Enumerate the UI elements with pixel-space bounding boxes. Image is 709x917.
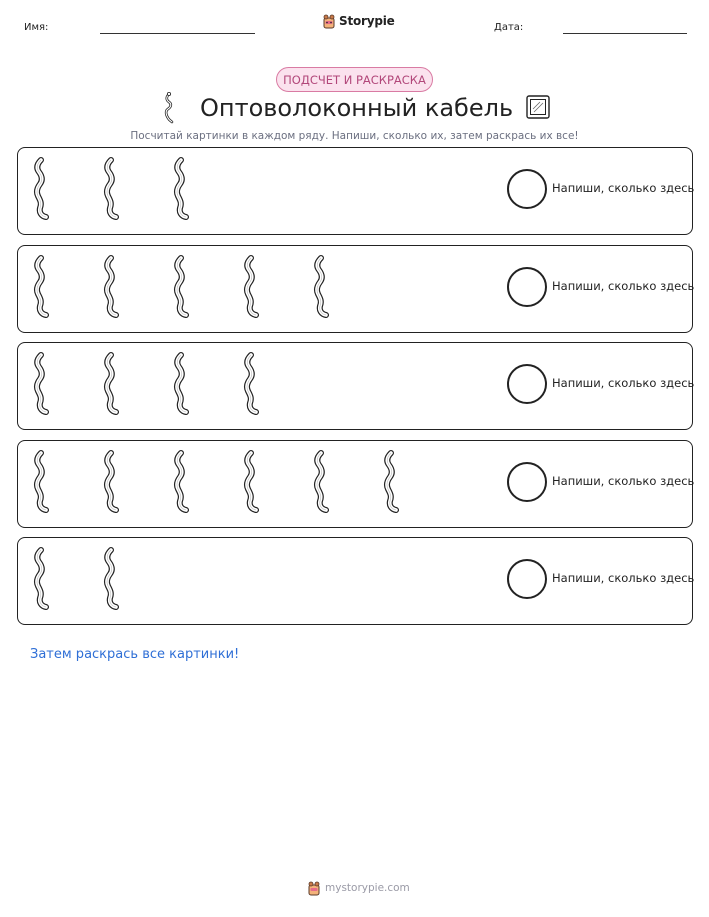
fiber-optic-cable-picture[interactable] bbox=[98, 156, 168, 224]
fiber-optic-cable-picture[interactable] bbox=[28, 546, 98, 614]
fiber-optic-cable-icon bbox=[28, 156, 54, 220]
fiber-optic-cable-picture[interactable] bbox=[28, 254, 98, 322]
fiber-optic-cable-picture[interactable] bbox=[238, 254, 308, 322]
counting-rows bbox=[17, 147, 693, 635]
counting-row bbox=[17, 342, 693, 430]
title-row bbox=[0, 88, 709, 128]
fiber-optic-cable-icon bbox=[28, 351, 54, 415]
row-items bbox=[28, 351, 308, 419]
counting-row bbox=[17, 147, 693, 235]
fiber-optic-cable-picture[interactable] bbox=[168, 156, 238, 224]
fiber-optic-cable-picture[interactable] bbox=[168, 449, 238, 517]
fiber-optic-cable-icon bbox=[168, 449, 194, 513]
fiber-optic-cable-picture[interactable] bbox=[98, 351, 168, 419]
fiber-optic-cable-picture[interactable] bbox=[168, 351, 238, 419]
fiber-optic-cable-icon bbox=[98, 449, 124, 513]
fiber-optic-cable-icon bbox=[238, 449, 264, 513]
counting-row bbox=[17, 537, 693, 625]
instructions: Посчитай картинки в каждом ряду. Напиши, сколько их, затем раскрась их все! bbox=[130, 130, 579, 142]
row-items bbox=[28, 254, 378, 322]
picture-frame-icon bbox=[525, 94, 551, 120]
fiber-optic-cable-icon bbox=[308, 254, 334, 318]
fiber-optic-cable-picture[interactable] bbox=[98, 449, 168, 517]
answer-label: Напиши, сколько здесь bbox=[552, 571, 695, 585]
fiber-optic-cable-picture[interactable] bbox=[308, 254, 378, 322]
name-field[interactable] bbox=[100, 33, 255, 34]
category-badge: ПОДСЧЕТ И РАСКРАСКА bbox=[276, 67, 433, 92]
date-label: Дата: bbox=[494, 22, 524, 33]
fiber-optic-cable-icon bbox=[98, 254, 124, 318]
brand-name: Storypie bbox=[339, 14, 395, 28]
date-field[interactable] bbox=[563, 33, 687, 34]
storypie-logo-icon bbox=[307, 880, 321, 896]
fiber-optic-cable-picture[interactable] bbox=[238, 351, 308, 419]
fiber-optic-cable-icon bbox=[168, 156, 194, 220]
answer-circle[interactable] bbox=[507, 364, 547, 404]
fiber-optic-cable-picture[interactable] bbox=[98, 254, 168, 322]
answer-label: Напиши, сколько здесь bbox=[552, 473, 695, 488]
fiber-optic-cable-icon bbox=[98, 351, 124, 415]
answer-label: Напиши, сколько здесь bbox=[552, 181, 695, 195]
answer-label: Напиши, сколько здесь bbox=[552, 376, 695, 390]
footer-note: Затем раскрась все картинки! bbox=[30, 647, 240, 662]
row-items bbox=[28, 156, 238, 224]
fiber-optic-cable-icon bbox=[378, 449, 404, 513]
brand bbox=[322, 13, 395, 29]
fiber-optic-cable-picture[interactable] bbox=[28, 351, 98, 419]
fiber-optic-cable-icon bbox=[98, 546, 124, 610]
row-items bbox=[28, 449, 448, 517]
fiber-optic-cable-picture[interactable] bbox=[308, 449, 378, 517]
fiber-optic-cable-icon bbox=[159, 91, 179, 125]
fiber-optic-cable-icon bbox=[308, 449, 334, 513]
page-title: Оптоволоконный кабель bbox=[200, 94, 514, 122]
site-url[interactable]: mystorypie.com bbox=[325, 882, 410, 894]
fiber-optic-cable-icon bbox=[28, 449, 54, 513]
site-footer bbox=[307, 880, 410, 896]
fiber-optic-cable-picture[interactable] bbox=[28, 449, 98, 517]
fiber-optic-cable-icon bbox=[238, 254, 264, 318]
answer-circle[interactable] bbox=[507, 267, 547, 307]
fiber-optic-cable-picture[interactable] bbox=[378, 449, 448, 517]
fiber-optic-cable-icon bbox=[168, 351, 194, 415]
counting-row bbox=[17, 245, 693, 333]
fiber-optic-cable-picture[interactable] bbox=[238, 449, 308, 517]
row-items bbox=[28, 546, 168, 614]
worksheet-header bbox=[0, 0, 709, 44]
storypie-logo-icon bbox=[322, 13, 336, 29]
name-label: Имя: bbox=[24, 22, 49, 33]
fiber-optic-cable-icon bbox=[28, 546, 54, 610]
fiber-optic-cable-icon bbox=[98, 156, 124, 220]
answer-circle[interactable] bbox=[507, 169, 547, 209]
answer-label: Напиши, сколько здесь bbox=[552, 278, 695, 293]
fiber-optic-cable-icon bbox=[28, 254, 54, 318]
fiber-optic-cable-picture[interactable] bbox=[28, 156, 98, 224]
fiber-optic-cable-icon bbox=[168, 254, 194, 318]
counting-row bbox=[17, 440, 693, 528]
answer-circle[interactable] bbox=[507, 559, 547, 599]
fiber-optic-cable-picture[interactable] bbox=[98, 546, 168, 614]
answer-circle[interactable] bbox=[507, 462, 547, 502]
fiber-optic-cable-icon bbox=[238, 351, 264, 415]
fiber-optic-cable-picture[interactable] bbox=[168, 254, 238, 322]
